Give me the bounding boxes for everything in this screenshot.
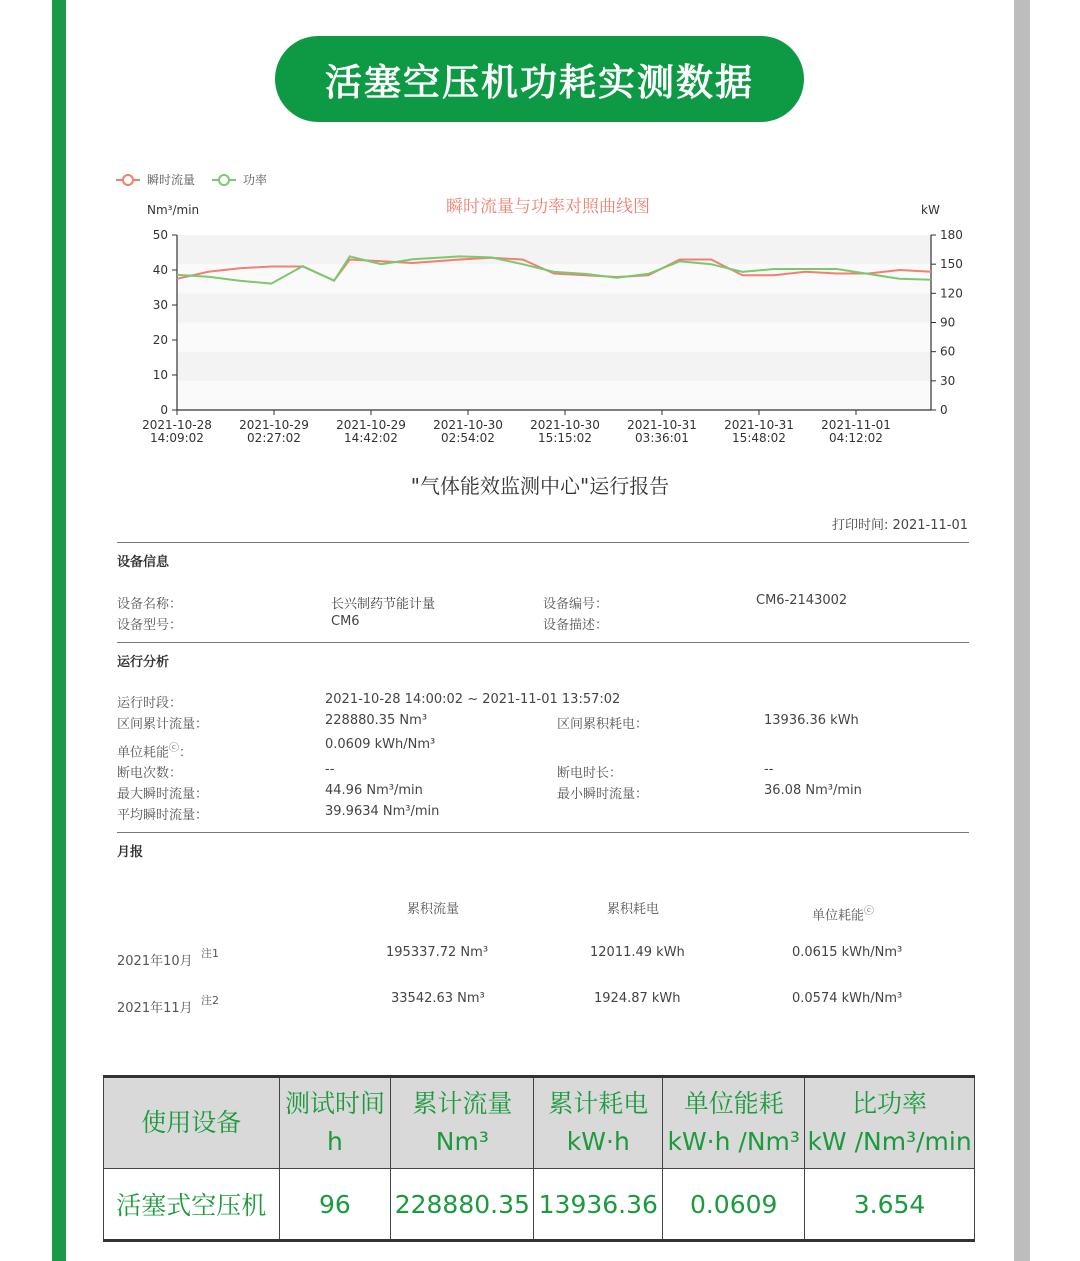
summary-header-cell bbox=[534, 1077, 663, 1169]
header-line2: kW /Nm³/min bbox=[807, 1127, 972, 1156]
header-line1: 累计耗电 bbox=[548, 1089, 649, 1118]
y-axis-title: Nm³/min bbox=[147, 203, 200, 217]
device-name-value: 长兴制药节能计量 bbox=[331, 597, 436, 612]
summary-header-cell bbox=[805, 1077, 975, 1169]
y2-tick-label: 30 bbox=[940, 373, 956, 388]
y-tick-label: 40 bbox=[152, 263, 168, 277]
x-tick-label: 04:12:02 bbox=[829, 431, 883, 445]
x-tick-label: 14:42:02 bbox=[344, 431, 398, 445]
y2-axis-title: kW bbox=[921, 203, 940, 217]
monthly-header-unit-text: 单位耗能 bbox=[812, 908, 865, 924]
x-tick-label: 2021-10-29 bbox=[239, 418, 309, 432]
page-title: 活塞空压机功耗实测数据 bbox=[325, 61, 754, 104]
outage-time-label: 断电时长： bbox=[557, 766, 623, 781]
device-model-label: 设备型号： bbox=[117, 618, 183, 633]
summary-cell-hours: 96 bbox=[279, 1169, 391, 1241]
x-tick-label: 02:27:02 bbox=[247, 431, 301, 445]
analysis-heading: 运行分析 bbox=[117, 655, 170, 670]
avg-flow-label: 平均瞬时流量： bbox=[117, 808, 209, 823]
monthly-row-unit: 0.0615 kWh/Nm³ bbox=[792, 945, 903, 960]
header-line2: kW·h /Nm³ bbox=[667, 1127, 800, 1156]
energy-total-value: 13936.36 kWh bbox=[764, 713, 859, 728]
outage-count-value: -- bbox=[325, 762, 335, 777]
plot-band bbox=[177, 352, 931, 381]
outage-time-value: -- bbox=[764, 762, 774, 777]
summary-cell-specific-power: 3.654 bbox=[805, 1169, 975, 1241]
header-line1: 测试时间 bbox=[284, 1089, 385, 1118]
y2-tick-label: 0 bbox=[940, 403, 948, 417]
unit-energy-label bbox=[117, 739, 192, 760]
flow-total-value: 228880.35 Nm³ bbox=[325, 713, 428, 728]
device-no-label: 设备编号： bbox=[543, 597, 609, 612]
header-line1: 使用设备 bbox=[141, 1108, 242, 1137]
period-value: 2021-10-28 14:00:02 ~ 2021-11-01 13:57:02 bbox=[325, 692, 621, 707]
y-tick-label: 0 bbox=[160, 403, 168, 417]
legend-marker bbox=[123, 175, 133, 185]
monthly-heading: 月报 bbox=[117, 845, 144, 860]
summary-cell-device: 活塞式空压机 bbox=[104, 1169, 280, 1241]
summary-header-cell bbox=[391, 1077, 534, 1169]
unit-energy-value: 0.0609 kWh/Nm³ bbox=[325, 737, 436, 752]
divider bbox=[117, 832, 969, 833]
y2-tick-label: 90 bbox=[940, 315, 956, 330]
legend-label: 功率 bbox=[243, 173, 268, 187]
summary-cell-energy: 13936.36 bbox=[534, 1169, 663, 1241]
monthly-row-flow: 195337.72 Nm³ bbox=[386, 945, 489, 960]
flow-total-label: 区间累计流量： bbox=[117, 717, 209, 732]
table-row bbox=[104, 1169, 975, 1241]
y2-tick-label: 150 bbox=[940, 257, 963, 272]
max-flow-label: 最大瞬时流量： bbox=[117, 787, 209, 802]
help-icon[interactable]: ⓒ bbox=[864, 906, 875, 917]
help-icon[interactable]: ⓒ bbox=[169, 743, 180, 754]
x-tick-label: 15:48:02 bbox=[732, 431, 786, 445]
y2-tick-label: 60 bbox=[940, 344, 956, 359]
summary-cell-unit: 0.0609 bbox=[663, 1169, 805, 1241]
x-tick-label: 2021-10-29 bbox=[336, 418, 406, 432]
x-tick-label: 2021-10-31 bbox=[724, 418, 794, 432]
device-no-value: CM6-2143002 bbox=[756, 593, 848, 608]
summary-header-row bbox=[104, 1077, 975, 1169]
divider bbox=[117, 642, 969, 643]
x-tick-label: 2021-11-01 bbox=[821, 418, 891, 432]
x-tick-label: 03:36:01 bbox=[635, 431, 689, 445]
monthly-row-energy: 12011.49 kWh bbox=[590, 945, 685, 960]
y2-tick-label: 180 bbox=[940, 228, 963, 242]
monthly-row-energy: 1924.87 kWh bbox=[594, 991, 681, 1006]
device-desc-label: 设备描述： bbox=[543, 618, 609, 633]
monthly-header-unit bbox=[812, 902, 874, 923]
plot-band bbox=[177, 381, 931, 410]
monthly-row-flow: 33542.63 Nm³ bbox=[391, 991, 485, 1006]
x-tick-label: 14:09:02 bbox=[150, 431, 204, 445]
chart-title: 瞬时流量与功率对照曲线图 bbox=[446, 197, 650, 217]
x-tick-label: 2021-10-30 bbox=[530, 418, 600, 432]
x-tick-label: 2021-10-28 bbox=[142, 418, 212, 432]
header-line1: 累计流量 bbox=[412, 1089, 513, 1118]
max-flow-value: 44.96 Nm³/min bbox=[325, 783, 423, 798]
summary-header-cell bbox=[663, 1077, 805, 1169]
y2-tick-label: 120 bbox=[940, 286, 963, 301]
energy-total-label: 区间累积耗电： bbox=[557, 717, 649, 732]
x-tick-label: 2021-10-31 bbox=[627, 418, 697, 432]
period-label: 运行时段： bbox=[117, 696, 183, 711]
y-tick-label: 20 bbox=[152, 333, 168, 347]
summary-table bbox=[103, 1075, 975, 1242]
left-accent-bar bbox=[52, 0, 66, 1261]
avg-flow-value: 39.9634 Nm³/min bbox=[325, 804, 440, 819]
divider bbox=[117, 542, 969, 543]
y-tick-label: 10 bbox=[152, 368, 168, 382]
min-flow-label: 最小瞬时流量： bbox=[557, 787, 649, 802]
monthly-row-note: 注1 bbox=[201, 947, 219, 960]
outage-count-label: 断电次数： bbox=[117, 766, 183, 781]
unit-energy-colon: ： bbox=[179, 745, 193, 761]
monthly-row-month: 2021年10月 bbox=[117, 954, 193, 969]
monthly-row-month: 2021年11月 bbox=[117, 1001, 193, 1016]
legend-label: 瞬时流量 bbox=[147, 173, 196, 187]
device-info-heading: 设备信息 bbox=[117, 555, 170, 570]
right-accent-bar bbox=[1014, 0, 1030, 1261]
y-tick-label: 50 bbox=[152, 228, 168, 242]
summary-cell-flow: 228880.35 bbox=[391, 1169, 534, 1241]
plot-band bbox=[177, 293, 931, 322]
plot-band bbox=[177, 323, 931, 352]
header-line2: kW·h bbox=[566, 1127, 630, 1156]
unit-energy-label-text: 单位耗能 bbox=[117, 745, 170, 761]
header-line1: 比功率 bbox=[852, 1089, 928, 1118]
page-title-banner bbox=[275, 36, 804, 122]
report-title: "气体能效监测中心"运行报告 bbox=[410, 474, 670, 498]
min-flow-value: 36.08 Nm³/min bbox=[764, 783, 862, 798]
monthly-row-note: 注2 bbox=[201, 994, 219, 1007]
print-time: 打印时间: 2021-11-01 bbox=[831, 518, 968, 533]
header-line2: h bbox=[327, 1127, 343, 1156]
monthly-row-unit: 0.0574 kWh/Nm³ bbox=[792, 991, 903, 1006]
y-tick-label: 30 bbox=[152, 298, 168, 312]
x-tick-label: 02:54:02 bbox=[441, 431, 495, 445]
summary-header-cell bbox=[104, 1077, 280, 1169]
legend-marker bbox=[219, 175, 229, 185]
flow-power-chart bbox=[100, 160, 980, 460]
header-line1: 单位能耗 bbox=[683, 1089, 784, 1118]
device-name-label: 设备名称： bbox=[117, 597, 183, 612]
device-model-value: CM6 bbox=[331, 614, 360, 629]
x-tick-label: 2021-10-30 bbox=[433, 418, 503, 432]
x-tick-label: 15:15:02 bbox=[538, 431, 592, 445]
summary-header-cell bbox=[279, 1077, 391, 1169]
plot-band bbox=[177, 235, 931, 264]
monthly-header-energy: 累积耗电 bbox=[607, 902, 660, 917]
monthly-header-flow: 累积流量 bbox=[407, 902, 460, 917]
header-line2: Nm³ bbox=[435, 1127, 489, 1156]
